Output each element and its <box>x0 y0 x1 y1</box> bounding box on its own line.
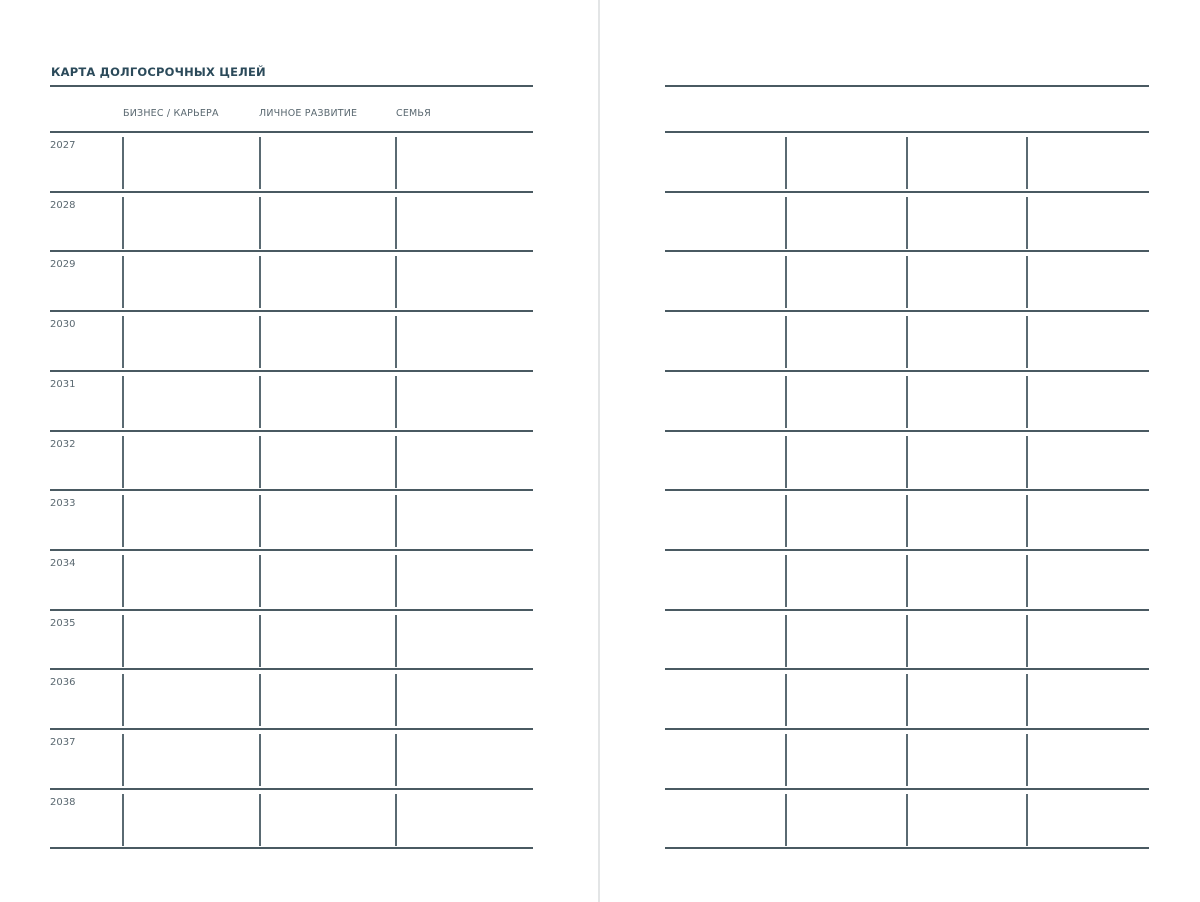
column-header-business-career: БИЗНЕС / КАРЬЕРА <box>123 108 219 119</box>
writing-cell-1[interactable] <box>122 674 124 726</box>
writing-cell-2[interactable] <box>906 197 908 249</box>
row-divider <box>665 370 1149 372</box>
writing-cell-1[interactable] <box>785 555 787 607</box>
writing-cell-1[interactable] <box>785 615 787 667</box>
writing-cell-2[interactable] <box>906 794 908 846</box>
writing-cell-3[interactable] <box>395 197 397 249</box>
right-page <box>665 0 1149 902</box>
writing-cell-1[interactable] <box>122 376 124 428</box>
writing-cell-2[interactable] <box>259 316 261 368</box>
writing-cell-2[interactable] <box>906 137 908 189</box>
writing-cell-1[interactable] <box>122 436 124 488</box>
writing-cell-3[interactable] <box>1026 794 1028 846</box>
year-label: 2035 <box>50 618 76 629</box>
writing-cell-2[interactable] <box>259 734 261 786</box>
writing-cell-2[interactable] <box>259 137 261 189</box>
writing-cell-1[interactable] <box>785 197 787 249</box>
writing-cell-3[interactable] <box>395 555 397 607</box>
writing-cell-3[interactable] <box>1026 555 1028 607</box>
writing-cell-2[interactable] <box>906 376 908 428</box>
writing-cell-3[interactable] <box>395 376 397 428</box>
writing-cell-3[interactable] <box>395 495 397 547</box>
writing-cell-3[interactable] <box>395 256 397 308</box>
column-header-personal-development: ЛИЧНОЕ РАЗВИТИЕ <box>259 108 358 119</box>
writing-cell-2[interactable] <box>259 555 261 607</box>
writing-cell-3[interactable] <box>1026 376 1028 428</box>
row-divider <box>50 430 533 432</box>
row-divider <box>665 728 1149 730</box>
writing-cell-2[interactable] <box>259 197 261 249</box>
row-divider <box>665 847 1149 849</box>
row-divider <box>665 191 1149 193</box>
row-divider <box>665 609 1149 611</box>
row-divider <box>665 310 1149 312</box>
row-divider <box>665 430 1149 432</box>
year-label: 2032 <box>50 439 76 450</box>
left-page <box>50 0 533 902</box>
page-title: КАРТА ДОЛГОСРОЧНЫХ ЦЕЛЕЙ <box>51 65 266 79</box>
writing-cell-2[interactable] <box>259 436 261 488</box>
writing-cell-2[interactable] <box>259 674 261 726</box>
year-label: 2029 <box>50 259 76 270</box>
row-divider <box>50 131 533 133</box>
year-label: 2030 <box>50 319 76 330</box>
writing-cell-3[interactable] <box>1026 495 1028 547</box>
writing-cell-3[interactable] <box>395 615 397 667</box>
writing-cell-2[interactable] <box>906 674 908 726</box>
writing-cell-3[interactable] <box>1026 734 1028 786</box>
row-divider <box>50 310 533 312</box>
writing-cell-1[interactable] <box>785 495 787 547</box>
row-divider <box>50 191 533 193</box>
writing-cell-3[interactable] <box>395 137 397 189</box>
row-divider <box>665 549 1149 551</box>
row-divider <box>50 728 533 730</box>
writing-cell-3[interactable] <box>1026 137 1028 189</box>
writing-cell-1[interactable] <box>122 794 124 846</box>
year-label: 2034 <box>50 558 76 569</box>
writing-cell-3[interactable] <box>395 316 397 368</box>
writing-cell-2[interactable] <box>259 615 261 667</box>
writing-cell-1[interactable] <box>122 734 124 786</box>
title-underline <box>50 85 533 87</box>
row-divider <box>665 250 1149 252</box>
writing-cell-3[interactable] <box>1026 615 1028 667</box>
writing-cell-1[interactable] <box>122 615 124 667</box>
writing-cell-3[interactable] <box>395 734 397 786</box>
writing-cell-1[interactable] <box>785 794 787 846</box>
year-label: 2038 <box>50 797 76 808</box>
writing-cell-1[interactable] <box>122 555 124 607</box>
writing-cell-2[interactable] <box>259 256 261 308</box>
writing-cell-1[interactable] <box>122 137 124 189</box>
writing-cell-1[interactable] <box>785 256 787 308</box>
writing-cell-2[interactable] <box>906 734 908 786</box>
writing-cell-3[interactable] <box>1026 256 1028 308</box>
writing-cell-3[interactable] <box>1026 674 1028 726</box>
page-gutter <box>598 0 600 902</box>
writing-cell-2[interactable] <box>906 436 908 488</box>
writing-cell-2[interactable] <box>259 794 261 846</box>
year-label: 2027 <box>50 140 76 151</box>
year-label: 2031 <box>50 379 76 390</box>
writing-cell-1[interactable] <box>122 197 124 249</box>
writing-cell-1[interactable] <box>122 495 124 547</box>
row-divider <box>50 370 533 372</box>
row-divider <box>50 668 533 670</box>
writing-cell-3[interactable] <box>395 436 397 488</box>
writing-cell-2[interactable] <box>906 555 908 607</box>
row-divider <box>665 668 1149 670</box>
writing-cell-1[interactable] <box>785 734 787 786</box>
row-divider <box>50 489 533 491</box>
row-divider <box>50 549 533 551</box>
writing-cell-2[interactable] <box>906 615 908 667</box>
writing-cell-2[interactable] <box>259 495 261 547</box>
column-header-family: СЕМЬЯ <box>396 108 431 119</box>
writing-cell-3[interactable] <box>1026 197 1028 249</box>
writing-cell-3[interactable] <box>1026 316 1028 368</box>
year-label: 2033 <box>50 498 76 509</box>
writing-cell-2[interactable] <box>906 256 908 308</box>
year-label: 2037 <box>50 737 76 748</box>
row-divider <box>50 788 533 790</box>
row-divider <box>50 609 533 611</box>
row-divider <box>50 250 533 252</box>
title-underline <box>665 85 1149 87</box>
writing-cell-1[interactable] <box>785 674 787 726</box>
writing-cell-1[interactable] <box>122 316 124 368</box>
row-divider <box>50 847 533 849</box>
row-divider <box>665 489 1149 491</box>
writing-cell-1[interactable] <box>785 316 787 368</box>
writing-cell-3[interactable] <box>395 794 397 846</box>
year-label: 2036 <box>50 677 76 688</box>
writing-cell-3[interactable] <box>1026 436 1028 488</box>
writing-cell-2[interactable] <box>906 316 908 368</box>
writing-cell-1[interactable] <box>785 436 787 488</box>
writing-cell-1[interactable] <box>785 376 787 428</box>
row-divider <box>665 788 1149 790</box>
writing-cell-1[interactable] <box>122 256 124 308</box>
writing-cell-2[interactable] <box>906 495 908 547</box>
writing-cell-3[interactable] <box>395 674 397 726</box>
year-label: 2028 <box>50 200 76 211</box>
writing-cell-2[interactable] <box>259 376 261 428</box>
writing-cell-1[interactable] <box>785 137 787 189</box>
row-divider <box>665 131 1149 133</box>
